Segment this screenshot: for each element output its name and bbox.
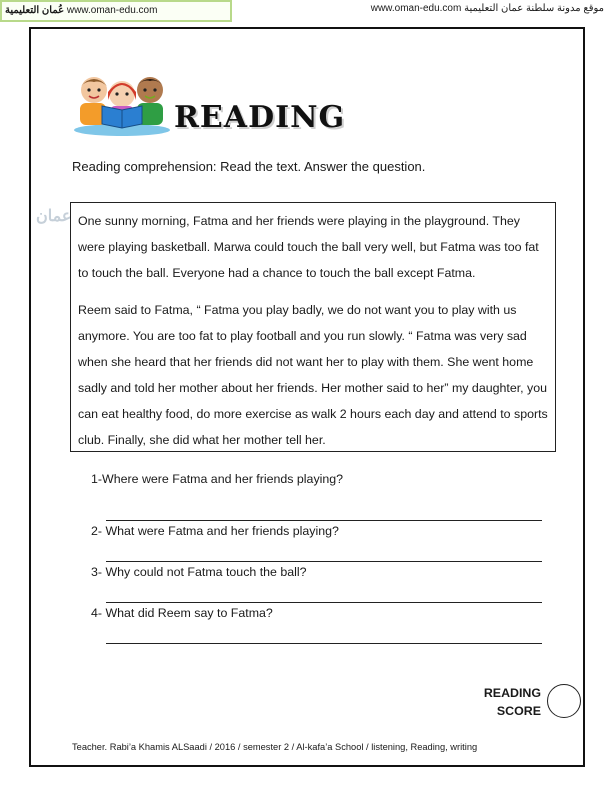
- answer-line-3[interactable]: [106, 602, 542, 603]
- passage-paragraph-1: One sunny morning, Fatma and her friends were playing in the playground. They were playing basketball. Marwa could touch the ball very well, but Fatma was too fat to touch the ball. Everyone had a chance to touch the ball except Fatma.: [78, 214, 539, 280]
- header-right-site-banner[interactable]: [371, 3, 604, 14]
- reading-passage-box: [70, 202, 556, 452]
- site-watermark: عمان: [36, 208, 72, 225]
- passage-paragraph-2: Reem said to Fatma, “ Fatma you play badly, we do not want you to play with us anymore. You are too fat to play football and you run slowly. “ Fatma was very sad when she heard that her friends did not want her to play with them. She went home sadly and told her mother about her friends. Her mother said to her” my daughter, you can eat healthy food, do more exercise as walk 2 hours each day and attend to sports club. Finally, she did what her mother tell her.: [78, 303, 548, 447]
- instructions-text: Reading comprehension: Read the text. Answer the question.: [72, 159, 426, 174]
- score-circle[interactable]: [547, 684, 581, 718]
- answer-line-1[interactable]: [106, 520, 542, 521]
- kids-reading-illustration: [72, 70, 172, 136]
- header-left-site-url[interactable]: www.oman-edu.com: [66, 5, 158, 16]
- score-label-line-2: SCORE: [496, 704, 541, 718]
- question-4: 4- What did Reem say to Fatma?: [91, 606, 273, 620]
- question-3: 3- Why could not Fatma touch the ball?: [91, 565, 307, 579]
- header-left-site-banner[interactable]: [0, 0, 232, 22]
- worksheet-footer: Teacher. Rabi’a Khamis ALSaadi / 2016 / semester 2 / Al-kafa’a School / listening, Reading, writing: [72, 742, 478, 752]
- header-left-site-arabic: عُمان التعليمية: [5, 5, 65, 16]
- worksheet-title: READING: [174, 100, 346, 135]
- score-label-line-1: READING: [483, 686, 541, 700]
- header-right-site-arabic: موقع مدونة سلطنة عمان التعليمية: [464, 3, 604, 14]
- reading-score-label: [477, 684, 541, 720]
- header-right-site-url[interactable]: www.oman-edu.com: [370, 3, 462, 14]
- question-1: 1-Where were Fatma and her friends playing?: [91, 472, 344, 486]
- answer-line-2[interactable]: [106, 561, 542, 562]
- question-2: 2- What were Fatma and her friends playing?: [91, 524, 339, 538]
- answer-line-4[interactable]: [106, 643, 542, 644]
